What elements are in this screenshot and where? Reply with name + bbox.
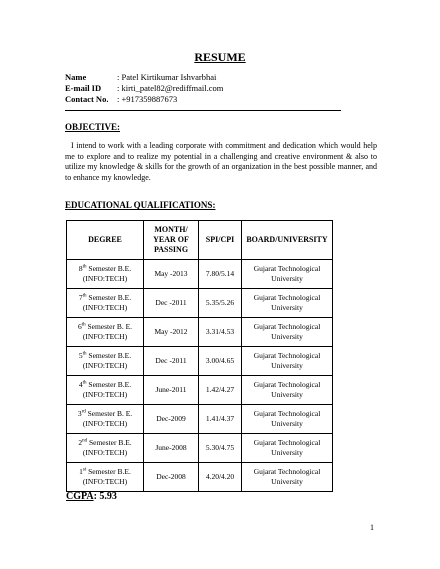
degree-cell [67,376,144,405]
divider [65,110,341,111]
degree-cell [67,463,144,492]
branch-label: (INFO:TECH) [82,303,128,312]
passing-date-cell: Dec-2009 [144,405,199,434]
education-rows [67,260,333,492]
branch-label: (INFO:TECH) [82,390,128,399]
branch-label: (INFO:TECH) [82,477,128,486]
semester-number: 3 [77,409,82,418]
table-row [67,376,333,405]
passing-date-cell: Dec-2008 [144,463,199,492]
info-row-email [65,83,223,94]
table-row [67,318,333,347]
ordinal-suffix: th [82,264,87,270]
spi-cpi-cell: 1.42/4.27 [199,376,242,405]
passing-date-cell: May -2012 [144,318,199,347]
spi-cpi-cell: 4.20/4.20 [199,463,242,492]
ordinal-suffix: th [82,380,87,386]
degree-cell [67,318,144,347]
passing-date-cell: Dec -2011 [144,347,199,376]
table-row [67,289,333,318]
degree-cell [67,289,144,318]
branch-label: (INFO:TECH) [82,419,128,428]
objective-text: I intend to work with a leading corporate with commitment and dedication which would help me to explore and to realize my potential in a challenging and creative environment & also to utilize my knowledge & skills for the growth of an organization in the best possible manner, and to enhance my knowledge. [65,141,377,182]
page-title: RESUME [194,50,246,64]
table-row [67,260,333,289]
education-heading: EDUCATIONAL QUALIFICATIONS: [65,200,216,210]
semester-label: Semester B. E. [85,409,133,418]
contact-info [65,72,223,105]
degree-cell [67,405,144,434]
semester-number: 2 [78,438,83,447]
branch-label: (INFO:TECH) [82,448,128,457]
branch-label: (INFO:TECH) [82,332,128,341]
spi-cpi-cell: 3.00/4.65 [199,347,242,376]
column-header: SPI/CPI [199,221,242,260]
objective-heading: OBJECTIVE: [65,122,121,132]
cgpa-label: CGPA [66,491,94,502]
table-row [67,463,333,492]
column-header: BOARD/UNIVERSITY [242,221,333,260]
semester-number: 6 [77,322,82,331]
board-cell: Gujarat Technological University [242,289,333,318]
passing-date-cell: June-2008 [144,434,199,463]
degree-cell [67,434,144,463]
info-row-contact [65,94,223,105]
semester-number: 1 [79,467,83,476]
semester-label: Semester B.E. [86,380,132,389]
table-row [67,347,333,376]
degree-cell [67,260,144,289]
semester-number: 5 [78,351,83,360]
info-value: : +917359887673 [117,94,178,104]
board-cell: Gujarat Technological University [242,405,333,434]
info-row-name [65,72,223,83]
info-label: E-mail ID [65,83,102,93]
info-label: Contact No. [65,94,109,104]
cgpa-value: : 5.93 [93,491,117,502]
spi-cpi-cell: 3.31/4.53 [199,318,242,347]
semester-label: Semester B.E. [86,293,132,302]
semester-label: Semester B. E. [85,322,133,331]
spi-cpi-cell: 7.80/5.14 [199,260,242,289]
table-row [67,434,333,463]
semester-label: Semester B.E. [86,467,131,476]
spi-cpi-cell: 1.41/4.37 [199,405,242,434]
ordinal-suffix: nd [82,438,88,444]
branch-label: (INFO:TECH) [82,361,128,370]
info-value: : kirti_patel82@rediffmail.com [117,83,224,93]
column-header: MONTH/ YEAR OF PASSING [144,221,199,260]
passing-date-cell: May -2013 [144,260,199,289]
ordinal-suffix: rd [81,409,86,415]
info-label: Name [65,72,87,82]
page-number: 1 [370,523,374,532]
board-cell: Gujarat Technological University [242,463,333,492]
board-cell: Gujarat Technological University [242,347,333,376]
table-header-row [67,221,333,260]
cgpa [66,491,117,502]
semester-label: Semester B.E. [86,351,132,360]
education-table [66,220,333,492]
semester-number: 4 [78,380,83,389]
semester-number: 8 [78,264,83,273]
semester-number: 7 [78,293,83,302]
degree-cell [67,347,144,376]
ordinal-suffix: th [82,351,87,357]
spi-cpi-cell: 5.35/5.26 [199,289,242,318]
ordinal-suffix: th [82,293,87,299]
board-cell: Gujarat Technological University [242,318,333,347]
semester-label: Semester B.E. [87,438,132,447]
column-header: DEGREE [67,221,144,260]
ordinal-suffix: st [82,467,87,473]
board-cell: Gujarat Technological University [242,260,333,289]
spi-cpi-cell: 5.30/4.75 [199,434,242,463]
info-value: : Patel Kirtikumar Ishvarbhai [117,72,217,82]
branch-label: (INFO:TECH) [82,274,128,283]
passing-date-cell: Dec -2011 [144,289,199,318]
passing-date-cell: June-2011 [144,376,199,405]
semester-label: Semester B.E. [86,264,132,273]
table-row [67,405,333,434]
board-cell: Gujarat Technological University [242,434,333,463]
board-cell: Gujarat Technological University [242,376,333,405]
ordinal-suffix: th [81,322,86,328]
